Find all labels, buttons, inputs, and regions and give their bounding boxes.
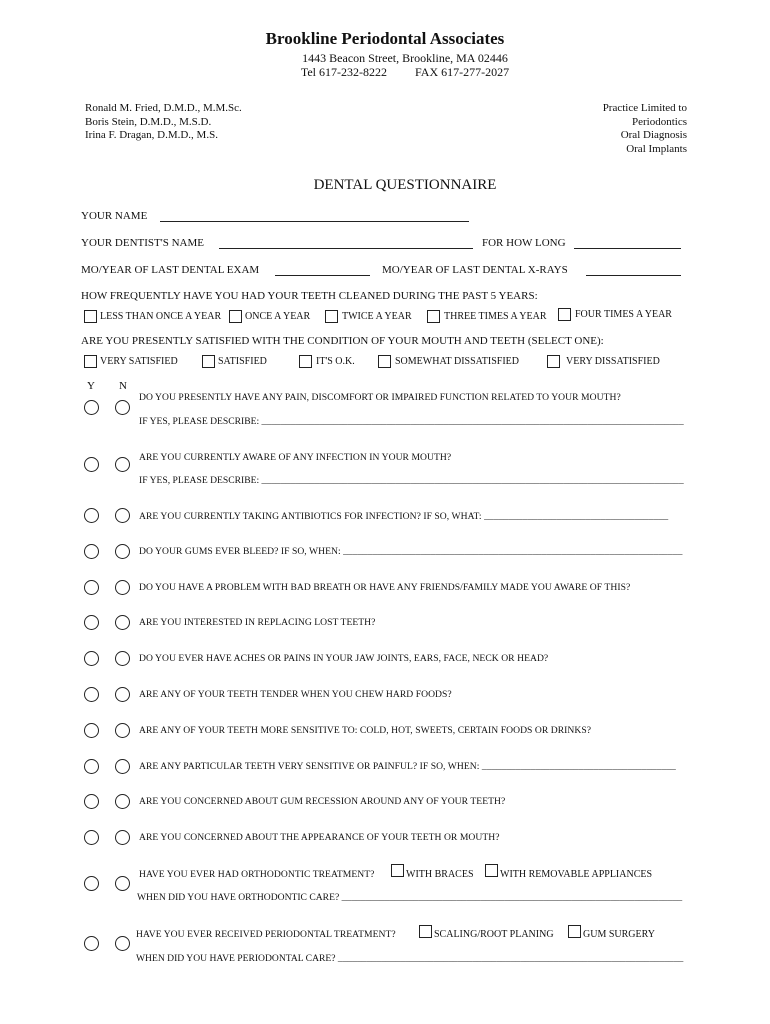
satisfaction-option-label: SATISFIED [218,356,267,367]
no-radio[interactable] [115,936,130,951]
satisfaction-checkbox[interactable] [84,355,97,368]
question-text: DO YOUR GUMS EVER BLEED? IF SO, WHEN: ______________________________________________________________________ [139,546,683,557]
no-radio[interactable] [115,876,130,891]
yes-radio[interactable] [84,723,99,738]
no-radio[interactable] [115,723,130,738]
practice-contact [0,65,770,80]
question-text: DO YOU HAVE A PROBLEM WITH BAD BREATH OR HAVE ANY FRIENDS/FAMILY MADE YOU AWARE OF THIS? [139,582,631,593]
yes-column-header: Y [87,380,95,392]
doctor-list [85,102,242,143]
practice-address: 1443 Beacon Street, Brookline, MA 02446 [302,51,508,65]
dentist-name-label: YOUR DENTIST'S NAME [81,237,204,249]
your-name-label: YOUR NAME [81,210,148,222]
no-radio[interactable] [115,759,130,774]
yes-radio[interactable] [84,400,99,415]
question-describe[interactable]: IF YES, PLEASE DESCRIBE: ________________________________________________________________________________________ [139,416,684,427]
no-radio[interactable] [115,687,130,702]
doctor-name: Boris Stein, D.M.D., M.S.D. [85,115,212,128]
your-name-field[interactable] [160,221,469,222]
last-xrays-label: MO/YEAR OF LAST DENTAL X-RAYS [382,264,568,276]
question-text: ARE ANY OF YOUR TEETH MORE SENSITIVE TO: COLD, HOT, SWEETS, CERTAIN FOODS OR DRINKS? [139,725,592,736]
last-exam-label: MO/YEAR OF LAST DENTAL EXAM [81,264,260,276]
question-text: ARE YOU CONCERNED ABOUT GUM RECESSION AROUND ANY OF YOUR TEETH? [139,796,506,807]
ortho-checkbox[interactable] [485,864,498,877]
no-radio[interactable] [115,400,130,415]
cleaning-option-label: ONCE A YEAR [245,311,311,322]
satisfaction-option-label: VERY SATISFIED [100,356,178,367]
yes-radio[interactable] [84,615,99,630]
cleaning-option-label: THREE TIMES A YEAR [444,311,547,322]
practice-name: Brookline Periodontal Associates [265,29,505,48]
yes-radio[interactable] [84,830,99,845]
yes-radio[interactable] [84,687,99,702]
perio-question: HAVE YOU EVER RECEIVED PERIODONTAL TREATMENT? [136,929,396,940]
yes-radio[interactable] [84,457,99,472]
ortho-when[interactable]: WHEN DID YOU HAVE ORTHODONTIC CARE? _______________________________________________________________________ [137,892,683,903]
ortho-option-label: WITH BRACES [406,869,474,880]
phone-number: Tel 617-232-8222 [300,65,388,79]
cleaning-option-label: FOUR TIMES A YEAR [575,309,672,320]
yes-radio[interactable] [84,759,99,774]
perio-checkbox[interactable] [419,925,432,938]
satisfaction-checkbox[interactable] [547,355,560,368]
cleaning-checkbox[interactable] [229,310,242,323]
perio-when[interactable]: WHEN DID YOU HAVE PERIODONTAL CARE? ________________________________________________________________________ [136,953,684,964]
how-long-field[interactable] [574,248,681,249]
no-radio[interactable] [115,830,130,845]
dentist-name-field[interactable] [219,248,473,249]
satisfaction-option-label: IT'S O.K. [316,356,355,367]
question-text: ARE ANY OF YOUR TEETH TENDER WHEN YOU CHEW HARD FOODS? [139,689,452,700]
ortho-question: HAVE YOU EVER HAD ORTHODONTIC TREATMENT? [139,869,375,880]
cleaning-option-label: LESS THAN ONCE A YEAR [100,311,222,322]
satisfaction-checkbox[interactable] [202,355,215,368]
specialty-item: Periodontics [632,115,687,128]
question-text: ARE YOU CURRENTLY AWARE OF ANY INFECTION IN YOUR MOUTH? [139,452,452,463]
no-radio[interactable] [115,580,130,595]
yes-radio[interactable] [84,544,99,559]
last-xrays-field[interactable] [586,275,681,276]
cleaning-checkbox[interactable] [558,308,571,321]
question-text: ARE ANY PARTICULAR TEETH VERY SENSITIVE OR PAINFUL? IF SO, WHEN: ________________________________________ [139,761,676,772]
question-text: DO YOU PRESENTLY HAVE ANY PAIN, DISCOMFORT OR IMPAIRED FUNCTION RELATED TO YOUR MOUTH? [139,392,621,403]
satisfaction-question: ARE YOU PRESENTLY SATISFIED WITH THE CONDITION OF YOUR MOUTH AND TEETH (SELECT ONE): [81,335,604,347]
yes-radio[interactable] [84,651,99,666]
yes-radio[interactable] [84,794,99,809]
last-exam-field[interactable] [275,275,370,276]
ortho-option-label: WITH REMOVABLE APPLIANCES [500,869,653,880]
cleaning-checkbox[interactable] [84,310,97,323]
specialty-heading: Practice Limited to [602,102,687,114]
satisfaction-checkbox[interactable] [299,355,312,368]
perio-option-label: SCALING/ROOT PLANING [434,929,554,940]
doctor-name: Ronald M. Fried, D.M.D., M.M.Sc. [85,102,242,114]
question-text: DO YOU EVER HAVE ACHES OR PAINS IN YOUR JAW JOINTS, EARS, FACE, NECK OR HEAD? [139,653,549,664]
question-describe[interactable]: IF YES, PLEASE DESCRIBE: ________________________________________________________________________________________ [139,475,684,486]
specialty-item: Oral Diagnosis [620,129,687,141]
satisfaction-checkbox[interactable] [378,355,391,368]
yes-radio[interactable] [84,936,99,951]
form-title: DENTAL QUESTIONNAIRE [313,177,497,193]
perio-option-label: GUM SURGERY [583,929,655,940]
no-radio[interactable] [115,794,130,809]
no-radio[interactable] [115,457,130,472]
question-text: ARE YOU CURRENTLY TAKING ANTIBIOTICS FOR INFECTION? IF SO, WHAT: ______________________________________ [139,511,669,522]
satisfaction-option-label: SOMEWHAT DISSATISFIED [395,356,519,367]
yes-radio[interactable] [84,508,99,523]
no-radio[interactable] [115,544,130,559]
fax-number: FAX 617-277-2027 [415,65,510,79]
cleaning-question: HOW FREQUENTLY HAVE YOU HAD YOUR TEETH CLEANED DURING THE PAST 5 YEARS: [81,290,538,302]
no-radio[interactable] [115,508,130,523]
no-radio[interactable] [115,651,130,666]
perio-checkbox[interactable] [568,925,581,938]
cleaning-option-label: TWICE A YEAR [342,311,412,322]
yes-radio[interactable] [84,580,99,595]
cleaning-checkbox[interactable] [427,310,440,323]
no-radio[interactable] [115,615,130,630]
question-text: ARE YOU CONCERNED ABOUT THE APPEARANCE OF YOUR TEETH OR MOUTH? [139,832,500,843]
question-text: ARE YOU INTERESTED IN REPLACING LOST TEETH? [139,617,376,628]
cleaning-checkbox[interactable] [325,310,338,323]
ortho-checkbox[interactable] [391,864,404,877]
how-long-label: FOR HOW LONG [482,237,566,249]
satisfaction-option-label: VERY DISSATISFIED [566,356,660,367]
yes-radio[interactable] [84,876,99,891]
specialty-item: Oral Implants [626,142,687,155]
doctor-name: Irina F. Dragan, D.M.D., M.S. [85,129,218,141]
practice-limited [603,102,687,156]
no-column-header: N [119,380,127,392]
